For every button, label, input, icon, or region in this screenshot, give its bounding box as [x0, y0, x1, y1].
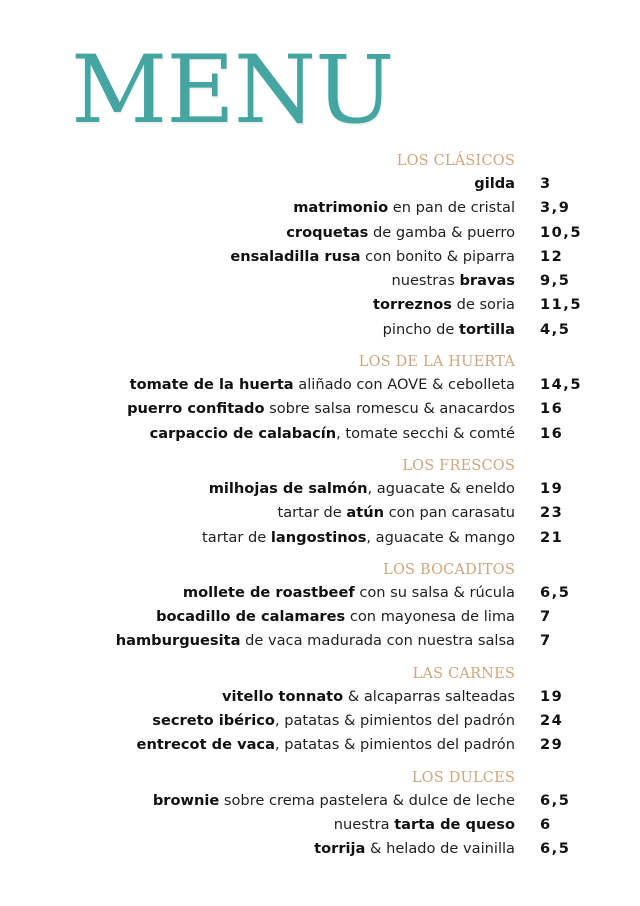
menu-item — [0, 245, 640, 269]
menu-item — [0, 629, 640, 653]
menu-item — [0, 373, 640, 397]
item-description: tartar de langostinos, aguacate & mango — [202, 528, 515, 546]
item-description: croquetas de gamba & puerro — [286, 223, 515, 241]
item-price: 6,5 — [540, 791, 571, 809]
item-description: hamburguesita de vaca madurada con nuestra salsa — [115, 632, 515, 650]
item-price: 19 — [540, 687, 564, 705]
item-price: 29 — [540, 736, 564, 754]
item-description: nuestra tarta de queso — [333, 815, 515, 833]
item-description: matrimonio en pan de cristal — [293, 199, 515, 217]
menu-item — [0, 196, 640, 220]
item-price: 6 — [540, 815, 552, 833]
menu-item — [0, 526, 640, 550]
item-description: carpaccio de calabacín, tomate secchi & comté — [149, 424, 515, 442]
item-price: 23 — [540, 504, 564, 522]
item-price: 14,5 — [540, 376, 583, 394]
item-price: 3,9 — [540, 199, 571, 217]
item-price: 6,5 — [540, 583, 571, 601]
item-description: secreto ibérico, patatas & pimientos del padrón — [152, 712, 515, 730]
menu-item — [0, 422, 640, 446]
menu-item — [0, 605, 640, 629]
menu-section — [0, 663, 640, 758]
item-price: 3 — [540, 175, 552, 192]
item-description: pincho de tortilla — [382, 320, 515, 338]
menu-item — [0, 837, 640, 861]
item-description: entrecot de vaca, patatas & pimientos del padrón — [136, 736, 515, 754]
section-header: LOS CLÁSICOS — [396, 153, 515, 169]
menu-item — [0, 221, 640, 245]
page-title: MENU — [71, 36, 394, 145]
menu-section — [0, 455, 640, 550]
item-description: tomate de la huerta aliñado con AOVE & cebolleta — [129, 376, 515, 394]
item-price: 24 — [540, 712, 564, 730]
menu-section — [0, 150, 640, 342]
section-header: LAS CARNES — [412, 665, 515, 682]
item-description: ensaladilla rusa con bonito & piparra — [230, 247, 515, 265]
item-price: 16 — [540, 400, 564, 418]
menu-item — [0, 709, 640, 733]
item-description: brownie sobre crema pastelera & dulce de leche — [152, 791, 515, 809]
menu-section — [0, 767, 640, 862]
item-description: mollete de roastbeef con su salsa & rúcula — [182, 583, 515, 601]
item-price: 21 — [540, 528, 564, 546]
item-price: 11,5 — [540, 296, 583, 314]
item-description: torrija & helado de vainilla — [314, 840, 515, 858]
item-price: 10,5 — [540, 223, 583, 241]
item-description: vitello tonnato & alcaparras salteadas — [222, 687, 515, 705]
item-description: torreznos de soria — [373, 296, 515, 314]
item-description: bocadillo de calamares con mayonesa de lima — [156, 608, 515, 626]
item-description: gilda — [474, 175, 515, 192]
menu-item — [0, 172, 640, 196]
menu-item — [0, 293, 640, 317]
menu-item — [0, 318, 640, 342]
menu-item — [0, 397, 640, 421]
item-description: milhojas de salmón, aguacate & eneldo — [208, 479, 515, 497]
item-price: 6,5 — [540, 840, 571, 858]
menu-item — [0, 789, 640, 813]
item-description: nuestras bravas — [391, 272, 515, 290]
item-price: 9,5 — [540, 272, 571, 290]
item-description: tartar de atún con pan carasatu — [277, 504, 515, 522]
item-price: 7 — [540, 608, 552, 626]
item-price: 7 — [540, 632, 552, 650]
menu-section — [0, 559, 640, 654]
item-price: 12 — [540, 247, 564, 265]
menu — [0, 150, 640, 871]
menu-item — [0, 733, 640, 757]
item-price: 16 — [540, 424, 564, 442]
item-price: 19 — [540, 479, 564, 497]
menu-item — [0, 581, 640, 605]
menu-item — [0, 269, 640, 293]
section-header: LOS BOCADITOS — [383, 561, 515, 578]
menu-item — [0, 813, 640, 837]
menu-section — [0, 351, 640, 446]
item-price: 4,5 — [540, 320, 571, 338]
menu-item — [0, 477, 640, 501]
section-header: LOS DE LA HUERTA — [358, 354, 515, 371]
menu-item — [0, 501, 640, 525]
section-header: LOS DULCES — [411, 769, 515, 786]
item-description: puerro confitado sobre salsa romescu & anacardos — [127, 400, 515, 418]
menu-item — [0, 685, 640, 709]
section-header: LOS FRESCOS — [402, 457, 515, 474]
